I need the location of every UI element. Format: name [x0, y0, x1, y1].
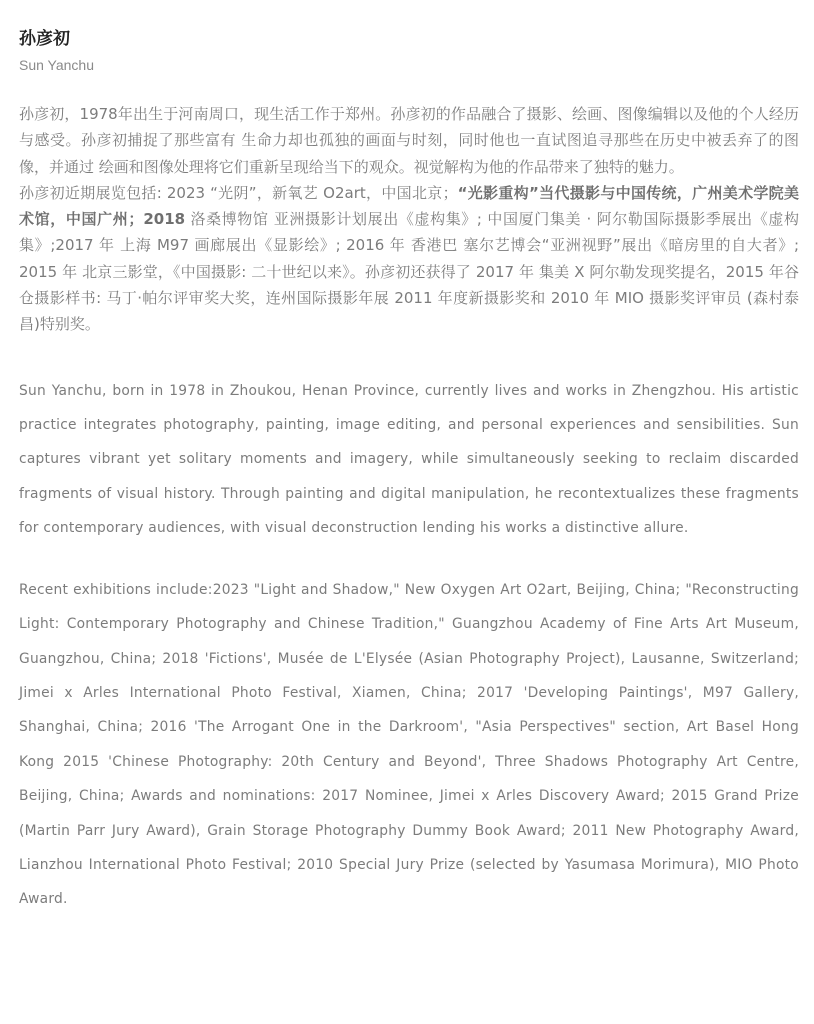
- artist-bio-page: [19, 27, 799, 917]
- bio-cn-exhibitions-part-b: 洛桑博物馆 亚洲摄影计划展出《虚构集》; 中国厦门集美 · 阿尔勒国际摄影季展出《虚构集》;2017 年 上海 M97 画廊展出《显影绘》; 2016 年 香港巴 塞尔艺博会“亚洲视野”展出《暗房里的自大者》; 2015 年 北京三影堂，《中国摄影: 二十世纪以来》。孙彦初还获得了 2017 年 集美 X 阿尔勒发现奖提名，2015 年谷仓摄影样书: 马丁·帕尔评审奖大奖，连州国际摄影年展 2011 年度新摄影奖和 2010 年 MIO 摄影奖评审员 (森村泰昌)特别奖。: [19, 210, 799, 334]
- bio-en-intro: Sun Yanchu, born in 1978 in Zhoukou, Henan Province, currently lives and works in Zhengzhou. His artistic practice integrates photography, painting, image editing, and personal experiences and sensibilities. Sun captures vibrant yet solitary moments and imagery, while simultaneously seeking to reclaim discarded fragments of visual history. Through painting and digital manipulation, he recontextualizes these fragments for contemporary audiences, with visual deconstruction lending his works a distinctive allure.: [19, 382, 799, 537]
- bio-cn-exhibitions-part-a: 孙彦初近期展览包括: 2023 “光阴”，新氧艺 O2art，中国北京；: [19, 183, 458, 202]
- bio-en-exhibitions: Recent exhibitions include:2023 "Light and Shadow," New Oxygen Art O2art, Beijing, China; "Reconstructing Light: Contemporary Photography and Chinese Tradition," Guangzhou Academy of Fine Arts Art Museum, Guangzhou, China; 2018 'Fictions', Musée de L'Elysée (Asian Photography Project), Lausanne, Switzerland; Jimei x Arles International Photo Festival, Xiamen, China; 2017 'Developing Paintings', M97 Gallery, Shanghai, China; 2016 'The Arrogant One in the Darkroom', "Asia Perspectives" section, Art Basel Hong Kong 2015 'Chinese Photography: 20th Century and Beyond', Three Shadows Photography Art Centre, Beijing, China; Awards and nominations: 2017 Nominee, Jimei x Arles Discovery Award; 2015 Grand Prize (Martin Parr Jury Award), Grain Storage Photography Dummy Book Award; 2011 New Photography Award, Lianzhou International Photo Festival; 2010 Special Jury Prize (selected by Yasumasa Morimura), MIO Photo Award.: [19, 581, 799, 908]
- bio-cn-exhibitions: [19, 180, 799, 338]
- bio-cn: [19, 101, 799, 338]
- artist-name-cn: 孙彦初: [19, 29, 70, 49]
- bio-en: [19, 374, 799, 917]
- bio-cn-exhibitions-bold: “光影重构”当代摄影与中国传统，广州美术学院美术馆，中国广州；2018: [19, 183, 799, 229]
- artist-name-en: Sun Yanchu: [19, 57, 94, 73]
- bio-cn-intro: 孙彦初，1978年出生于河南周口，现生活工作于郑州。孙彦初的作品融合了摄影、绘画、图像编辑以及他的个人经历与感受。孙彦初捕捉了那些富有 生命力却也孤独的画面与时刻，同时他也一直试图追寻那些在历史中被丢弃了的图像，并通过 绘画和图像处理将它们重新呈现给当下的观众。视觉解构为他的作品带来了独特的魅力。: [19, 105, 799, 176]
